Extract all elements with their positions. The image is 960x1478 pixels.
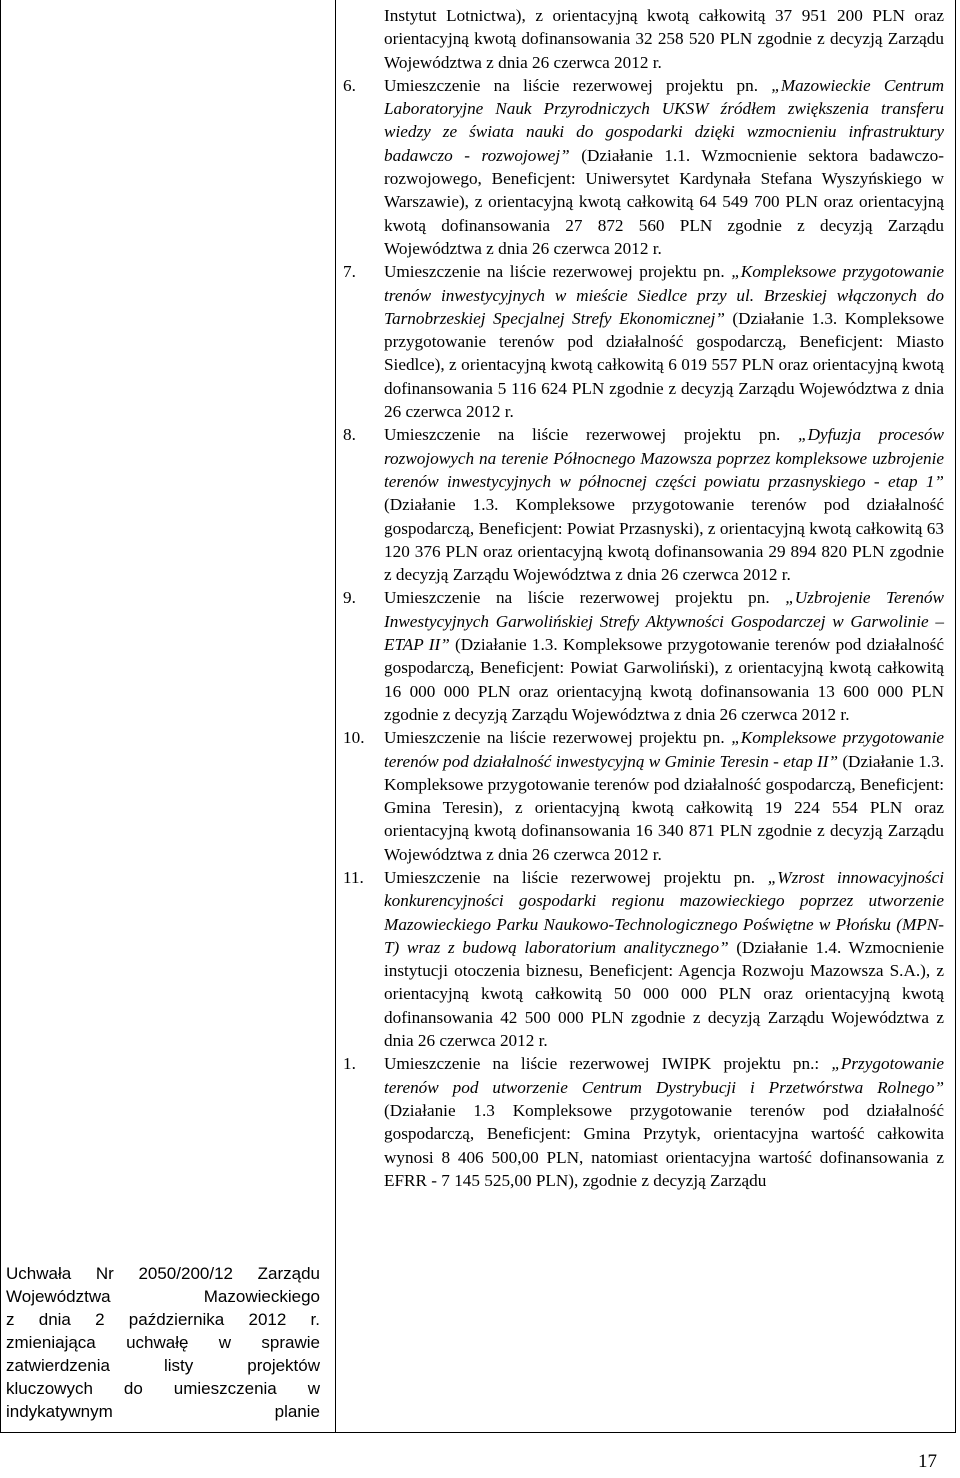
item-text: Umieszczenie na liście rezerwowej projektu pn. [384, 728, 732, 748]
intro-paragraph: Instytut Lotnictwa), z orientacyjną kwotą całkowitą 37 951 200 PLN oraz orientacyjną kwotą dofinansowania 32 258 520 PLN zgodnie z decyzją Zarządu Województwa z dnia 26 czerwca 2012 r. [384, 6, 944, 72]
list-item [343, 866, 944, 1052]
project-title: „Przygotowanie terenów pod utworzenie Centrum Dystrybucji i Przetwórstwa Rolnego” [384, 1054, 944, 1097]
project-title: „Kompleksowe przygotowanie terenów pod działalność inwestycyjną w Gminie Teresin - etap II” [384, 728, 944, 771]
item-text: Umieszczenie na liście rezerwowej projektu pn. [384, 75, 772, 95]
item-text: Umieszczenie na liście rezerwowej projektu pn. [384, 262, 732, 282]
item-details: (Działanie 1.3. Kompleksowe przygotowanie terenów pod działalność gospodarczą, Beneficjent: Powiat Garwoliński), z orientacyjną kwotą całkowitą 16 000 000 PLN oraz orientacyjną kwotą dofinansowania 13 600 000 PLN zgodnie z decyzją Zarządu Województwa z dnia 26 czerwca 2012 r. [384, 635, 944, 724]
list-item [343, 1052, 944, 1192]
project-title: „Mazowieckie Centrum Laboratoryjne Nauk Przyrodniczych UKSW źródłem zwiększenia transferu wiedzy ze świata nauki do gospodarki dzięki wzmocnieniu infrastruktury badawczo - rozwojowej” [384, 75, 944, 165]
project-title: „Kompleksowe przygotowanie trenów inwestycyjnych w mieście Siedlce przy ul. Brzeskiej włączonych do Tarnobrzeskiej Specjalnej Strefy Ekonomicznej” [384, 262, 944, 328]
item-details: (Działanie 1.3. Kompleksowe przygotowanie terenów pod działalność gospodarczą, Beneficjent: Powiat Przasnyski), z orientacyjną kwotą całkowitą 63 120 376 PLN oraz orientacyjną kwotą dofinansowania 29 894 820 PLN zgodnie z decyzją Zarządu Województwa z dnia 26 czerwca 2012 r. [384, 495, 944, 585]
right-border [955, 0, 956, 1433]
list-item [343, 260, 944, 423]
item-text: Umieszczenie na liście rezerwowej IWIPK projektu pn.: [384, 1054, 832, 1074]
list-item [343, 586, 944, 726]
sidebar-line: Uchwała Nr 2050/200/12 Zarządu [6, 1264, 320, 1283]
list-item [343, 423, 944, 586]
item-text: Umieszczenie na liście rezerwowej projektu pn. [384, 867, 768, 887]
item-number: 8. [343, 425, 356, 445]
item-number: 6. [343, 75, 356, 95]
sidebar-line: zatwierdzenia listy projektów [6, 1356, 320, 1375]
item-number: 9. [343, 588, 356, 608]
page-number: 17 [918, 1451, 937, 1472]
resolution-sidebar [6, 1262, 320, 1423]
item-details: (Działanie 1.3 Kompleksowe przygotowanie terenów pod działalność gospodarczą, Beneficjent: Gmina Przytyk, orientacyjna wartość całkowita wynosi 8 406 500,00 PLN, natomiast orientacyjna wartość dofinansowania z EFRR - 7 145 525,00 PLN), zgodnie z decyzją Zarządu [384, 1100, 944, 1190]
item-number: 11. [343, 867, 364, 887]
column-divider [335, 0, 336, 1433]
item-number: 1. [343, 1054, 356, 1074]
item-details: (Działanie 1.1. Wzmocnienie sektora badawczo-rozwojowego, Beneficjent: Uniwersytet Kardynała Stefana Wyszyńskiego w Warszawie), z orientacyjną kwotą całkowitą 64 549 700 PLN oraz orientacyjną kwotą dofinansowania 27 872 560 PLN zgodnie z decyzją Zarządu Województwa z dnia 26 czerwca 2012 r. [384, 145, 944, 258]
left-border [0, 0, 1, 1433]
item-number: 7. [343, 262, 356, 282]
sidebar-line: z dnia 2 października 2012 r. [6, 1310, 320, 1329]
sidebar-line: indykatywnym planie [6, 1402, 320, 1421]
list-item [343, 726, 944, 866]
bottom-border [0, 1432, 956, 1433]
main-text [343, 4, 944, 1192]
project-title: „Uzbrojenie Terenów Inwestycyjnych Garwolińskiej Strefy Aktywności Gospodarczej w Garwolinie – ETAP II” [384, 588, 944, 655]
item-details: (Działanie 1.4. Wzmocnienie instytucji otoczenia biznesu, Beneficjent: Agencja Rozwoju Mazowsza S.A.), z orientacyjną kwotą całkowitą 50 000 000 PLN oraz orientacyjną kwotą dofinansowania 42 500 000 PLN zgodnie z decyzją Zarządu Województwa z dnia 26 czerwca 2012 r. [384, 937, 944, 1051]
sidebar-line: Województwa Mazowieckiego [6, 1287, 320, 1306]
project-title: „Wzrost innowacyjności konkurencyjności gospodarki regionu mazowieckiego poprzez utworzenie Mazowieckiego Parku Naukowo-Technologicznego Poświętne w Płońsku (MPN-T) wraz z budową laboratorium analitycznego” [384, 867, 944, 957]
sidebar-line: kluczowych do umieszczenia w [6, 1379, 320, 1398]
sidebar-line: zmieniająca uchwałę w sprawie [6, 1333, 320, 1352]
item-details: (Działanie 1.3. Kompleksowe przygotowanie terenów pod działalność gospodarczą, Beneficjent: Miasto Siedlce), z orientacyjną kwotą całkowitą 6 019 557 PLN oraz orientacyjną kwotą dofinansowania 5 116 624 PLN zgodnie z decyzją Zarządu Województwa z dnia 26 czerwca 2012 r. [384, 308, 944, 422]
list-item [343, 74, 944, 260]
project-title: „Dyfuzja procesów rozwojowych na terenie Północnego Mazowsza poprzez kompleksowe uzbrojenie terenów inwestycyjnych w północnej części powiatu przasnyskiego - etap 1” [384, 425, 944, 491]
item-text: Umieszczenie na liście rezerwowej projektu pn. [384, 588, 786, 608]
item-details: (Działanie 1.3. Kompleksowe przygotowanie terenów pod działalność gospodarczą, Beneficjent: Gmina Teresin), z orientacyjną kwotą całkowitą 19 224 554 PLN oraz orientacyjną kwotą dofinansowania 16 340 871 PLN zgodnie z decyzją Zarządu Województwa z dnia 26 czerwca 2012 r. [384, 751, 944, 864]
item-text: Umieszczenie na liście rezerwowej projektu pn. [384, 425, 799, 445]
item-number: 10. [343, 728, 365, 748]
